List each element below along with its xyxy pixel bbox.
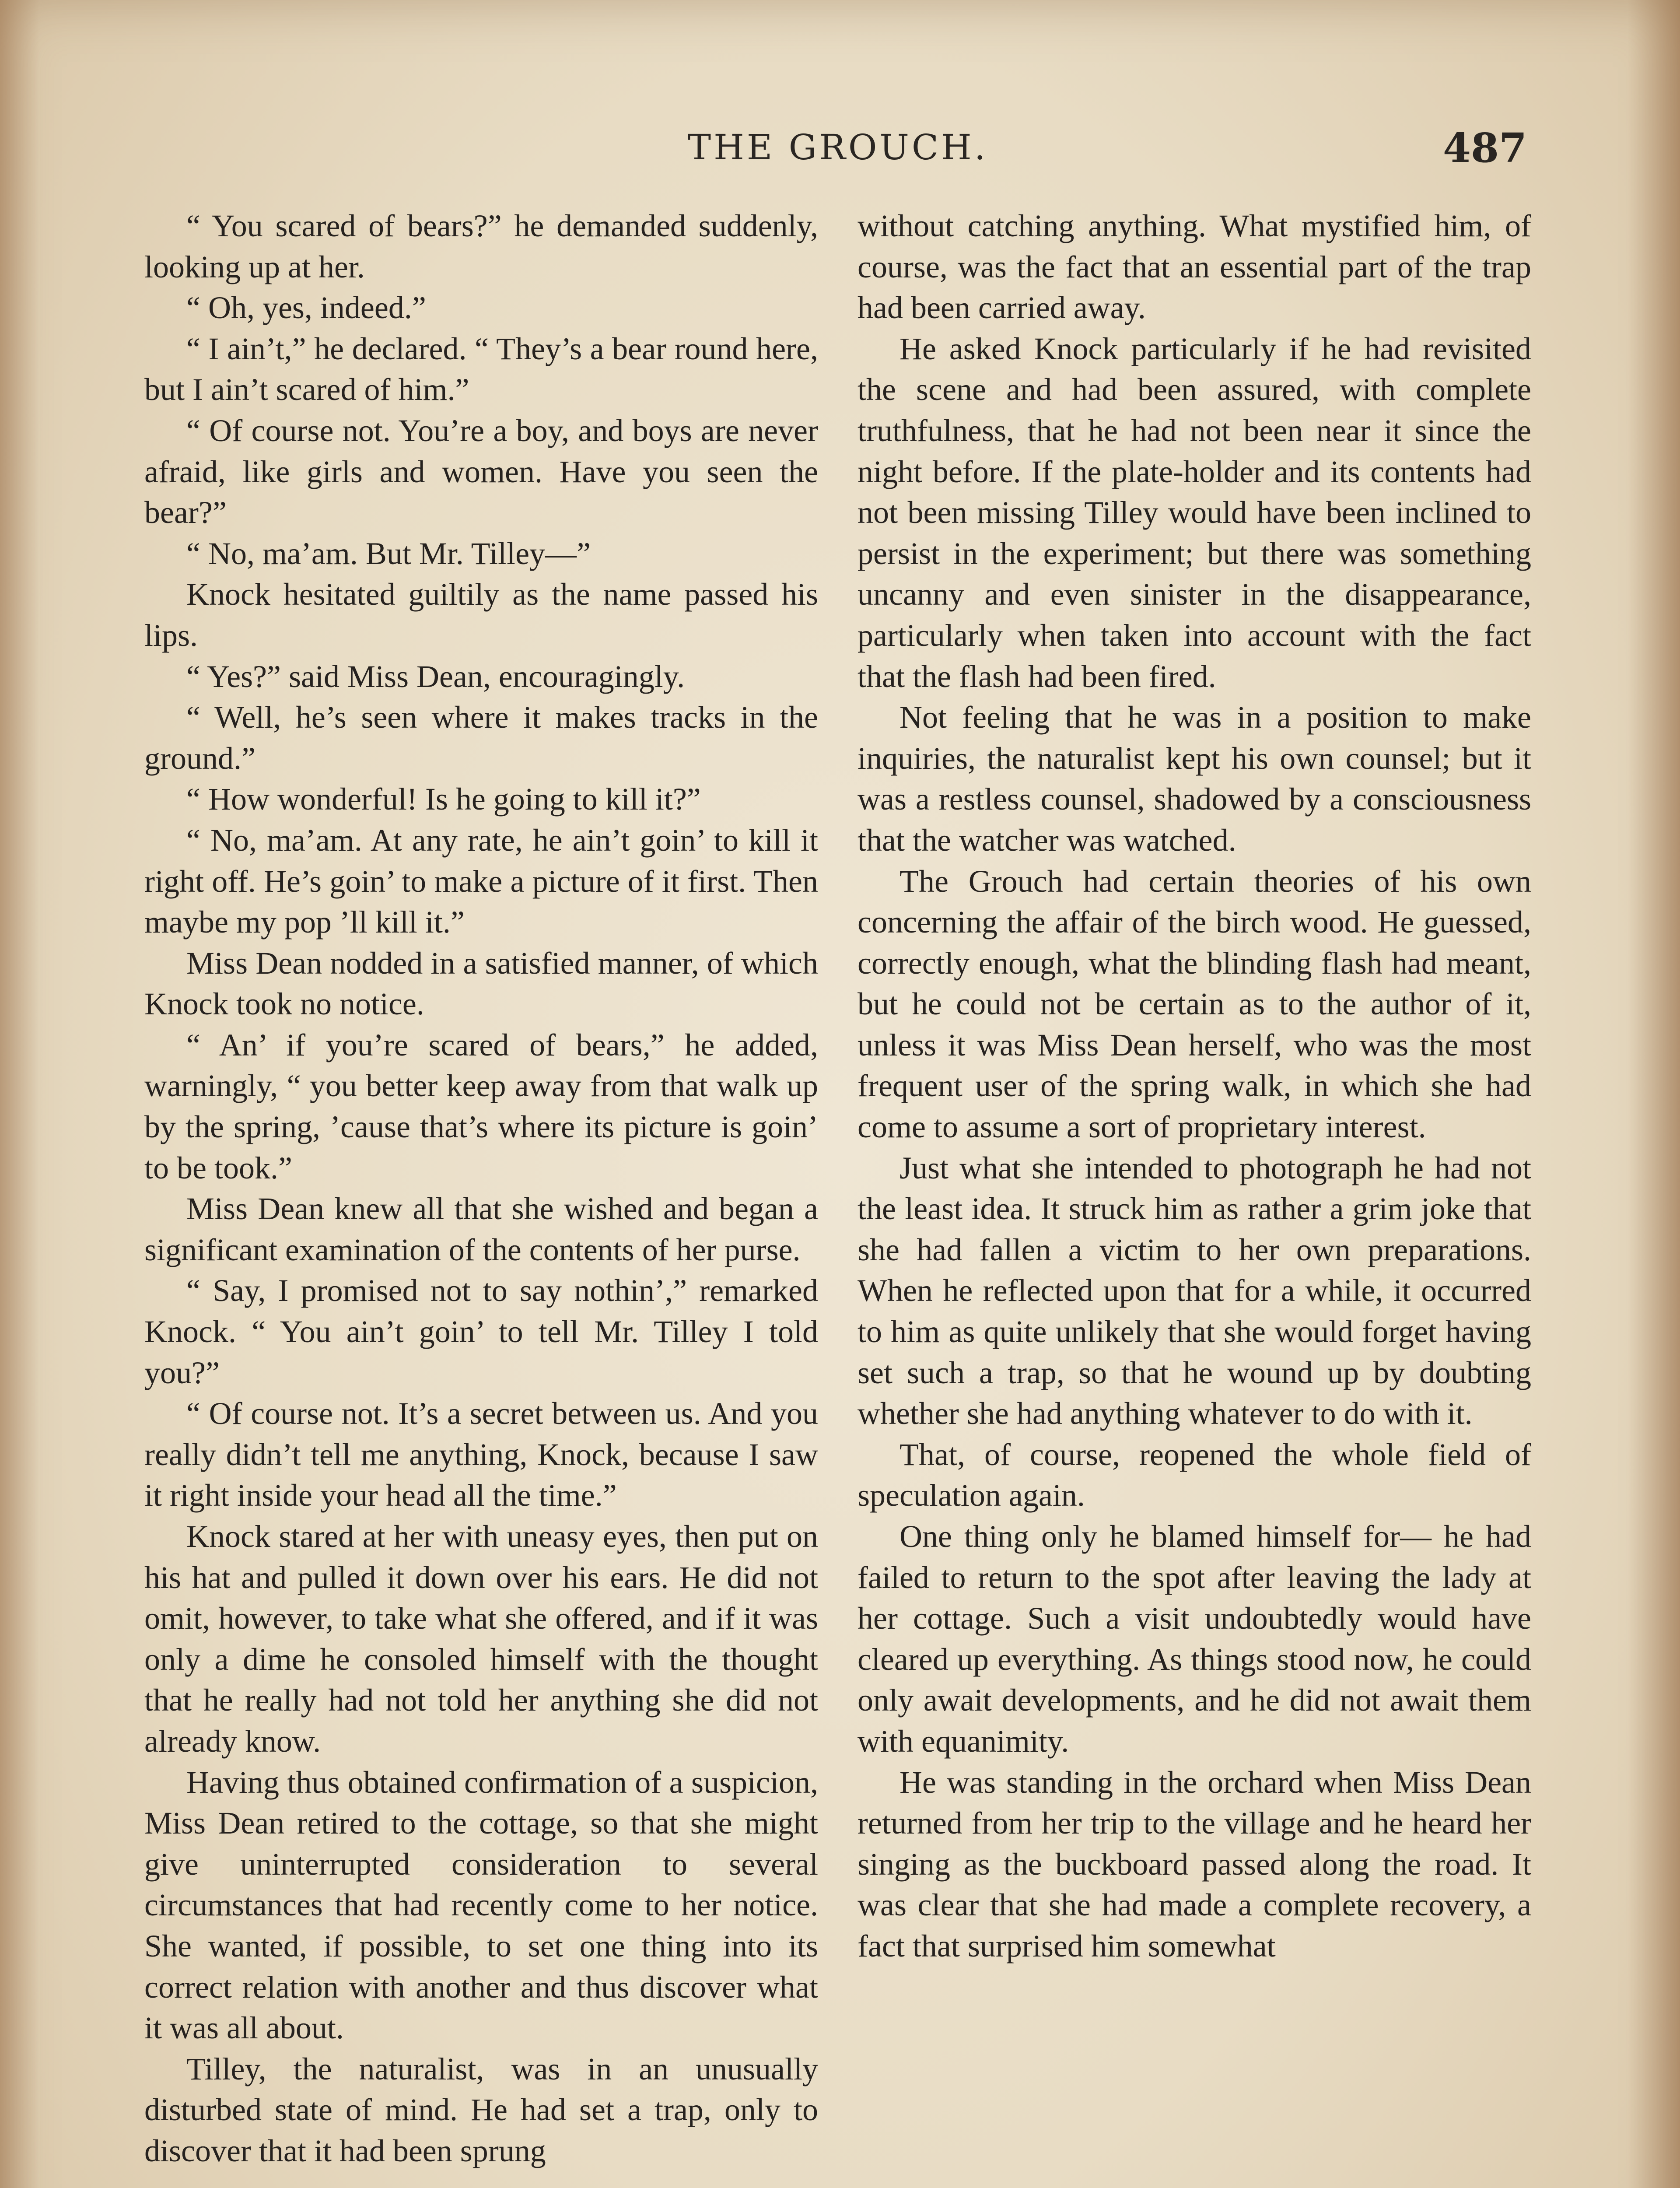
paragraph: Having thus obtained confirmation of a suspicion, Miss Dean retired to the cottage, so that she might give uninterrupted consideration to several circumstances that had recently come to her notice. She wanted, if possible, to set one thing into its correct relation with another and thus discover what it was all about. xyxy=(144,1764,818,2046)
page-number: 487 xyxy=(1442,124,1527,172)
paragraph: Tilley, the naturalist, was in an unusually disturbed state of mind. He had set a trap, only to discover that it had been sprung xyxy=(144,2051,818,2168)
paragraph: “ Say, I promised not to say nothin’,” remarked Knock. “ You ain’t goin’ to tell Mr. Tilley I told you?” xyxy=(144,1273,818,1390)
paragraph: Miss Dean nodded in a satisfied manner, of which Knock took no notice. xyxy=(144,945,818,1022)
paragraph: “ An’ if you’re scared of bears,” he added, warningly, “ you better keep away from that walk up by the spring, ’cause that’s where its picture is goin’ to be took.” xyxy=(144,1027,818,1185)
paragraph: “ Of course not. You’re a boy, and boys are never afraid, like girls and women. Have you seen the bear?” xyxy=(144,413,818,530)
paragraph: “ You scared of bears?” he demanded suddenly, looking up at her. xyxy=(144,208,818,284)
paragraph: “ Well, he’s seen where it makes tracks in the ground.” xyxy=(144,700,818,776)
paragraph: Not feeling that he was in a position to make inquiries, the naturalist kept his own counsel; but it was a restless counsel, shadowed by a consciousness that the watcher was watched. xyxy=(858,700,1531,858)
paragraph: One thing only he blamed himself for— he had failed to return to the spot after leaving the lady at her cottage. Such a visit undoubtedly would have cleared up everything. As things stood now, he could only await developments, and he did not await them with equanimity. xyxy=(858,1519,1531,1759)
paragraph: “ Oh, yes, indeed.” xyxy=(186,290,426,326)
page-edge-shadow-right xyxy=(1628,0,1680,2188)
paragraph: “ No, ma’am. But Mr. Tilley—” xyxy=(186,536,591,571)
running-head xyxy=(149,124,1527,179)
paragraph: “ I ain’t,” he declared. “ They’s a bear round here, but I ain’t scared of him.” xyxy=(144,331,818,407)
paragraph: That, of course, reopened the whole field of speculation again. xyxy=(858,1437,1531,1513)
paragraph: Just what she intended to photograph he had not the least idea. It struck him as rather a grim joke that she had fallen a victim to her own preparations. When he reflected upon that for a while, it occurred to him as quite unlikely that she would forget having set such a trap, so that he wound up by doubting whether she had anything whatever to do with it. xyxy=(858,1150,1531,1431)
page-edge-shadow-left xyxy=(0,0,39,2188)
paragraph: He asked Knock particularly if he had revisited the scene and had been assured, with complete truthfulness, that he had not been near it since the night before. If the plate-holder and its contents had not been missing Tilley would have been inclined to persist in the experiment; but there was something uncanny and even sinister in the disappearance, particularly when taken into account with the fact that the flash had been fired. xyxy=(858,331,1531,694)
paragraph: He was standing in the orchard when Miss Dean returned from her trip to the village and he heard her singing as the buckboard passed along the road. It was clear that she had made a complete recovery, a fact that surprised him somewhat xyxy=(858,1764,1531,1964)
page-title: THE GROUCH. xyxy=(687,127,988,168)
paragraph: “ How wonderful! Is he going to kill it?” xyxy=(186,782,701,817)
paragraph: Knock hesitated guiltily as the name passed his lips. xyxy=(144,577,818,653)
paragraph: Knock stared at her with uneasy eyes, then put on his hat and pulled it down over his ears. He did not omit, however, to take what she offered, and if it was only a dime he consoled himself with the thought that he really had not told her anything she did not already know. xyxy=(144,1519,818,1759)
paragraph: “ Yes?” said Miss Dean, encouragingly. xyxy=(186,659,685,694)
paragraph: Miss Dean knew all that she wished and began a significant examination of the contents of her purse. xyxy=(144,1191,818,1267)
paragraph-continued: without catching anything. What mystified him, of course, was the fact that an essential part of the trap had been carried away. xyxy=(858,208,1531,326)
paragraph: The Grouch had certain theories of his own concerning the affair of the birch wood. He guessed, correctly enough, what the blinding flash had meant, but he could not be certain as to the author of it, unless it was Miss Dean herself, who was the most frequent user of the spring walk, in which she had come to assume a sort of proprietary interest. xyxy=(858,863,1531,1145)
text-column-left xyxy=(144,206,818,2172)
paragraph: “ No, ma’am. At any rate, he ain’t goin’ to kill it right off. He’s goin’ to make a picture of it first. Then maybe my pop ’ll kill it.” xyxy=(144,822,818,940)
paragraph: “ Of course not. It’s a secret between us. And you really didn’t tell me anything, Knock, because I saw it right inside your head all the time.” xyxy=(144,1396,818,1513)
text-column-right xyxy=(858,206,1531,1967)
